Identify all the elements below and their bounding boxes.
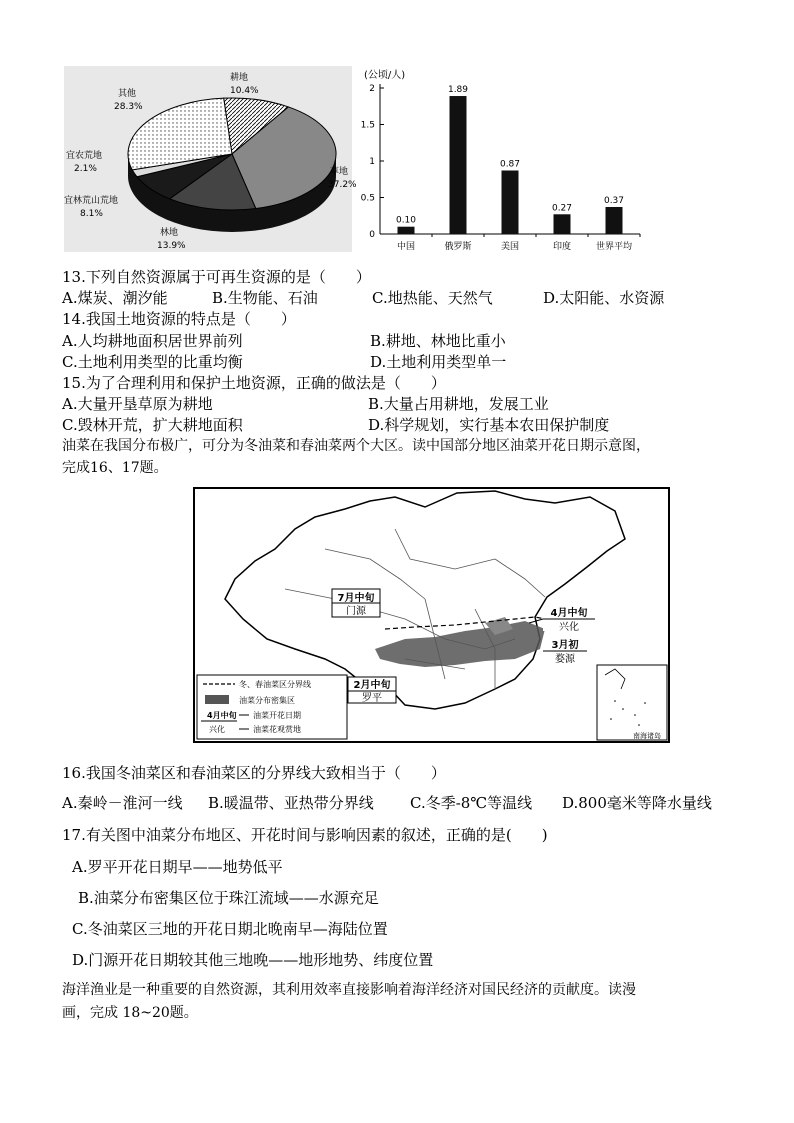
pie-pct-wasteland-farm: 2.1% xyxy=(74,164,97,174)
rapeseed-flowering-map xyxy=(193,487,670,743)
q17-stem: 17.有关图中油菜分布地区、开花时间与影响因素的叙述，正确的是( ) xyxy=(62,826,548,844)
q16-option-b: B.暖温带、亚热带分界线 xyxy=(208,794,374,812)
inset-label: 南海诸岛 xyxy=(633,732,661,740)
bar-value-label: 0.87 xyxy=(499,159,521,170)
bar-ylabel: (公顷/人) xyxy=(364,70,406,81)
q14-option-c: C.土地利用类型的比重均衡 xyxy=(62,353,243,371)
q16-option-a: A.秦岭－淮河一线 xyxy=(62,794,183,812)
q16-option-c: C.冬季-8℃等温线 xyxy=(410,794,533,812)
q13-option-c: C.地热能、天然气 xyxy=(372,289,493,307)
pie-svg xyxy=(64,66,357,252)
bar-category-label: 世界平均 xyxy=(595,242,633,252)
bar-0 xyxy=(398,227,415,234)
bar-category-label: 美国 xyxy=(500,242,520,252)
bar-4 xyxy=(606,207,623,234)
legend-flowering-date: 油菜开花日期 xyxy=(253,711,301,720)
map-svg xyxy=(195,489,668,741)
q15-option-d: D.科学规划，实行基本农田保护制度 xyxy=(368,416,610,434)
pie-pct-other: 28.3% xyxy=(114,102,143,112)
luoping-place: 罗平 xyxy=(362,693,382,704)
bar-svg xyxy=(358,66,648,256)
bar-ytick-label: 1 xyxy=(369,157,375,167)
legend-dense: 油菜分布密集区 xyxy=(239,696,295,705)
pie-label-forest: 林地 xyxy=(160,228,179,238)
bar-ytick-label: 1.5 xyxy=(360,120,375,131)
q17-option-b: B.油菜分布密集区位于珠江流域——水源充足 xyxy=(78,889,379,907)
q13-option-d: D.太阳能、水资源 xyxy=(543,289,665,307)
bar-ytick-label: 0 xyxy=(369,230,375,240)
q16-stem: 16.我国冬油菜区和春油菜区的分界线大致相当于（ ） xyxy=(62,764,446,782)
q15-option-a: A.大量开垦草原为耕地 xyxy=(62,395,213,413)
q13-option-b: B.生物能、石油 xyxy=(212,289,318,307)
pie-label-wasteland-farm: 宜农荒地 xyxy=(66,151,103,161)
bar-3 xyxy=(554,214,571,234)
legend-dense-swatch xyxy=(205,695,229,704)
bar-ytick-label: 0.5 xyxy=(360,193,375,204)
q16-option-d: D.800毫米等降水量线 xyxy=(562,794,712,812)
q14-stem: 14.我国土地资源的特点是（ ） xyxy=(62,310,296,328)
intro-fishery-line2: 画，完成 18~20题。 xyxy=(62,1005,198,1021)
pie-pct-grassland: 37.2% xyxy=(328,180,357,190)
q17-option-d: D.门源开花日期较其他三地晚——地形地势、纬度位置 xyxy=(72,951,434,969)
bar-2 xyxy=(502,170,519,234)
q17-option-c: C.冬油菜区三地的开花日期北晚南早—海陆位置 xyxy=(72,920,388,938)
bar-1 xyxy=(450,96,467,234)
bar-value-label: 0.37 xyxy=(603,195,625,206)
xinghua-date: 4月中旬 xyxy=(550,608,588,619)
pie-label-other: 其他 xyxy=(118,89,137,99)
menyuan-place: 门源 xyxy=(346,606,366,617)
intro-rapeseed-line1: 油菜在我国分布极广，可分为冬油菜和春油菜两个大区。读中国部分地区油菜开花日期示意图， xyxy=(62,438,650,454)
pie-pct-wasteland-forest: 8.1% xyxy=(80,209,103,219)
bar-ytick-label: 2 xyxy=(369,84,375,94)
xinghua-place: 兴化 xyxy=(559,622,579,633)
bar-category-label: 印度 xyxy=(552,242,572,252)
luoping-date: 2月中旬 xyxy=(353,680,391,691)
south-china-sea-inset xyxy=(597,665,667,740)
q13-stem: 13.下列自然资源属于可再生资源的是（ ） xyxy=(62,268,371,286)
pie-label-wasteland-forest: 宜林荒山荒地 xyxy=(64,196,119,206)
pie-label-farmland: 耕地 xyxy=(230,73,249,83)
bar-value-label: 0.10 xyxy=(395,215,417,226)
legend-boundary: 冬、春油菜区分界线 xyxy=(239,680,311,689)
q17-option-a: A.罗平开花日期早——地势低平 xyxy=(72,858,283,876)
wuyuan-place: 婺源 xyxy=(555,654,575,665)
per-capita-farmland-bar-chart xyxy=(358,66,648,256)
wuyuan-date: 3月初 xyxy=(551,640,579,651)
q15-stem: 15.为了合理利用和保护土地资源，正确的做法是（ ） xyxy=(62,374,446,392)
legend-sample-date: 4月中旬 xyxy=(207,711,237,720)
q15-option-c: C.毁林开荒，扩大耕地面积 xyxy=(62,416,243,434)
bar-value-label: 1.89 xyxy=(447,85,469,96)
q14-option-b: B.耕地、林地比重小 xyxy=(370,332,506,350)
land-use-pie-chart xyxy=(64,66,357,252)
bar-value-label: 0.27 xyxy=(551,203,573,214)
q13-option-a: A.煤炭、潮汐能 xyxy=(62,289,168,307)
legend-sample-place: 兴化 xyxy=(209,725,225,734)
rapeseed-dense-area xyxy=(375,621,545,667)
pie-pct-farmland: 10.4% xyxy=(230,86,259,96)
q14-option-a: A.人均耕地面积居世界前列 xyxy=(62,332,243,350)
q15-option-b: B.大量占用耕地，发展工业 xyxy=(368,395,549,413)
pie-pct-forest: 13.9% xyxy=(157,241,186,251)
intro-rapeseed-line2: 完成16、17题。 xyxy=(62,460,168,476)
pie-label-grassland: 草地 xyxy=(330,167,349,177)
bar-category-label: 中国 xyxy=(396,242,416,252)
legend-viewing-place: 油菜花观赏地 xyxy=(253,725,301,734)
intro-fishery-line1: 海洋渔业是一种重要的自然资源，其利用效率直接影响着海洋经济对国民经济的贡献度。读漫 xyxy=(62,982,636,998)
bar-category-label: 俄罗斯 xyxy=(444,242,472,252)
q14-option-d: D.土地利用类型单一 xyxy=(370,353,507,371)
menyuan-date: 7月中旬 xyxy=(337,593,375,604)
